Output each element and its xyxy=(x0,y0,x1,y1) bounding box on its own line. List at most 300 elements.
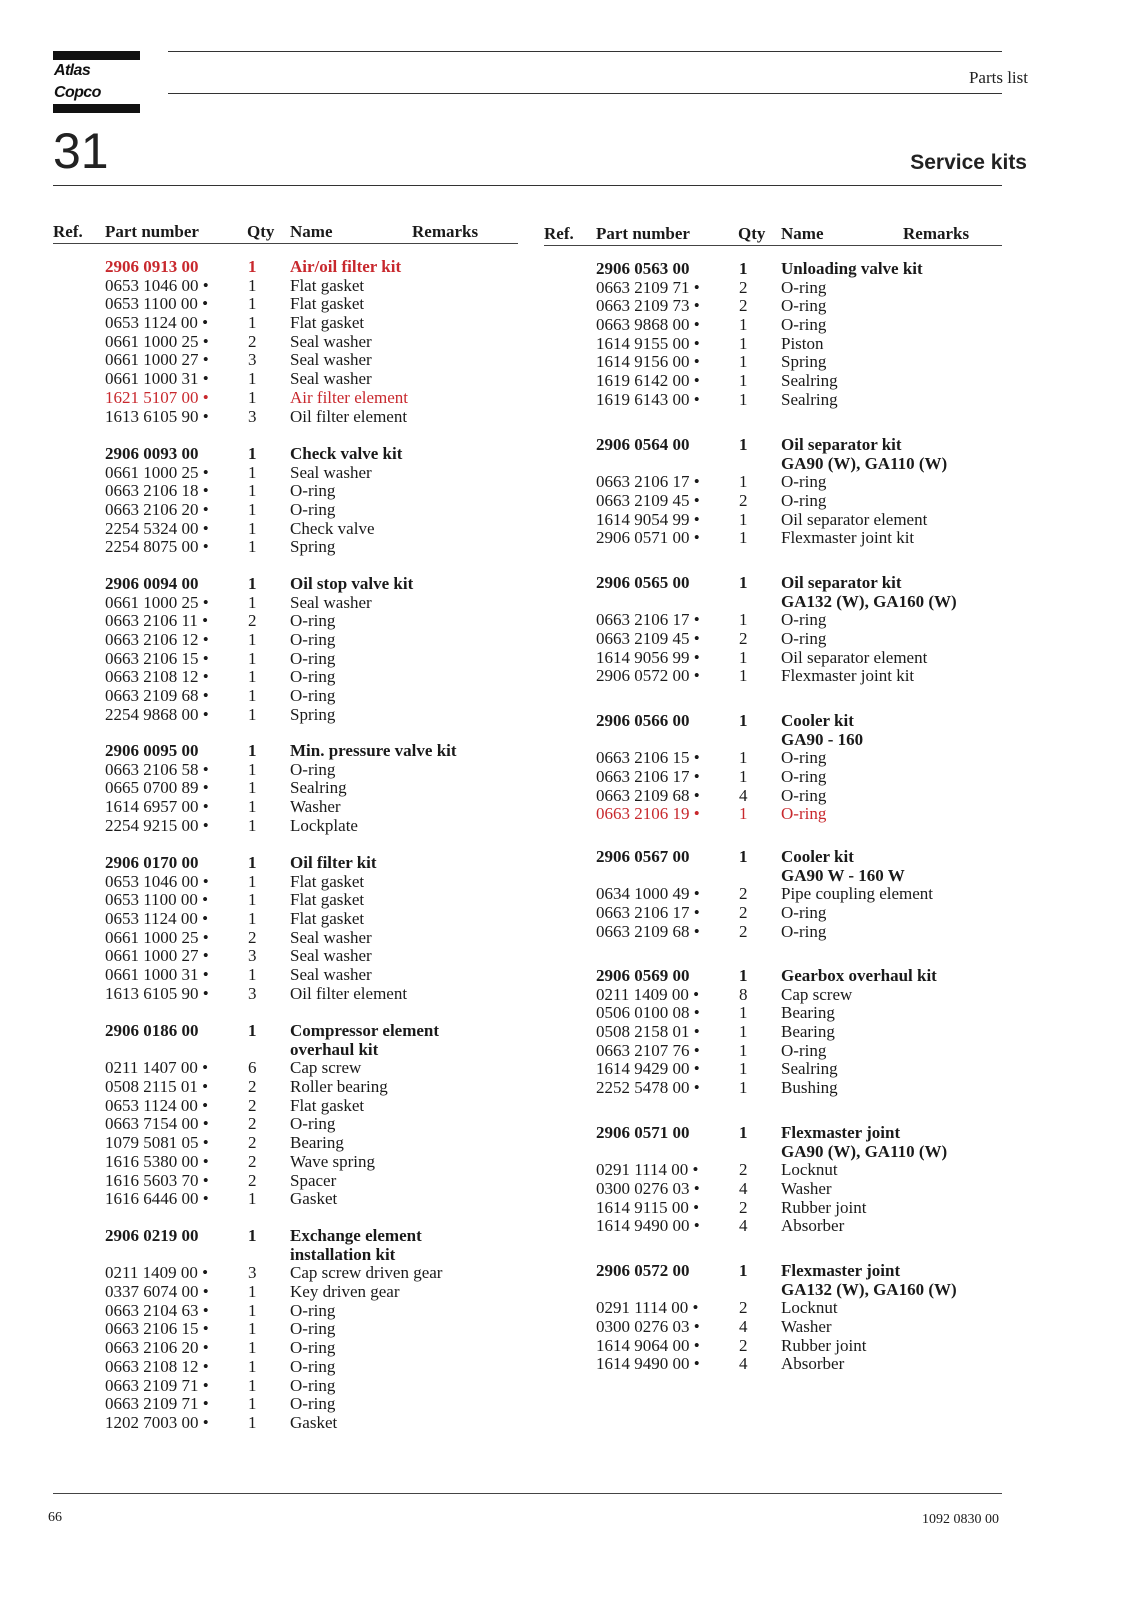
item-name: O-ring xyxy=(781,296,827,316)
header-rule-bottom xyxy=(168,93,1002,94)
service-kit xyxy=(53,854,518,1004)
item-part-number: 0663 2109 45 • xyxy=(596,491,700,511)
kit-part-number: 2906 0219 00 xyxy=(105,1226,199,1245)
table-row xyxy=(544,391,1002,410)
table-row xyxy=(544,297,1002,316)
atlas-copco-logo xyxy=(53,51,140,113)
kit-part-number: 2906 0913 00 xyxy=(105,257,199,276)
kit-header-row xyxy=(544,1262,1002,1281)
item-part-number: 0661 1000 25 • xyxy=(105,592,209,612)
item-part-number: 0663 2106 15 • xyxy=(105,648,209,668)
document-number: 1092 0830 00 xyxy=(922,1512,999,1527)
item-quantity: 4 xyxy=(739,785,748,805)
table-row xyxy=(53,389,518,408)
item-part-number: 0661 1000 27 • xyxy=(105,946,209,966)
kit-part-number: 2906 0094 00 xyxy=(105,574,199,593)
table-row xyxy=(544,1161,1002,1180)
item-name: O-ring xyxy=(290,1114,336,1134)
item-quantity: 2 xyxy=(739,491,748,511)
item-quantity: 1 xyxy=(739,472,748,492)
item-name: Lockplate xyxy=(290,815,358,835)
kit-header-row xyxy=(53,742,518,761)
item-quantity: 3 xyxy=(248,1263,257,1283)
kit-header-row xyxy=(53,258,518,277)
kit-name: Oil filter kit xyxy=(290,853,377,872)
kit-part-number: 2906 0565 00 xyxy=(596,573,690,592)
item-quantity: 6 xyxy=(248,1058,257,1078)
item-quantity: 1 xyxy=(739,666,748,686)
table-row xyxy=(53,1302,518,1321)
col-head-ref: Ref. xyxy=(53,222,83,241)
item-part-number: 0663 2106 17 • xyxy=(596,472,700,492)
item-name: Washer xyxy=(290,797,341,817)
item-name: Gasket xyxy=(290,1412,338,1432)
item-name: O-ring xyxy=(290,1338,336,1358)
kit-name: GA90 (W), GA110 (W) xyxy=(781,1141,948,1161)
kit-header-row xyxy=(544,1124,1002,1143)
item-quantity: 1 xyxy=(739,647,748,667)
item-part-number: 0663 2104 63 • xyxy=(105,1300,209,1320)
item-part-number: 0663 2109 68 • xyxy=(596,785,700,805)
service-kit xyxy=(53,445,518,557)
table-row xyxy=(53,985,518,1004)
item-quantity: 1 xyxy=(739,804,748,824)
item-quantity: 1 xyxy=(739,767,748,787)
item-part-number: 2254 9868 00 • xyxy=(105,704,209,724)
item-part-number: 0653 1100 00 • xyxy=(105,294,209,314)
item-name: Spring xyxy=(290,537,336,557)
item-quantity: 2 xyxy=(248,927,257,947)
kit-quantity: 1 xyxy=(248,1021,257,1040)
item-part-number: 0663 7154 00 • xyxy=(105,1114,209,1134)
item-part-number: 0653 1046 00 • xyxy=(105,275,209,295)
table-row xyxy=(53,612,518,631)
kit-part-number: 2906 0170 00 xyxy=(105,853,199,872)
table-row xyxy=(53,650,518,669)
item-part-number: 0653 1100 00 • xyxy=(105,890,209,910)
item-name: Gasket xyxy=(290,1189,338,1209)
kit-header-row xyxy=(544,1281,1002,1300)
item-quantity: 4 xyxy=(739,1216,748,1236)
item-quantity: 2 xyxy=(739,1298,748,1318)
item-name: O-ring xyxy=(781,785,827,805)
item-part-number: 0663 2109 45 • xyxy=(596,629,700,649)
table-row xyxy=(544,1355,1002,1374)
item-name: Sealring xyxy=(781,389,838,409)
table-row xyxy=(544,986,1002,1005)
header-rule-top xyxy=(168,51,1002,52)
kit-name: GA90 W - 160 W xyxy=(781,865,905,885)
item-part-number: 0661 1000 25 • xyxy=(105,927,209,947)
table-row xyxy=(53,947,518,966)
section-title: Service kits xyxy=(910,151,1027,174)
item-part-number: 0665 0700 89 • xyxy=(105,778,209,798)
item-part-number: 0661 1000 31 • xyxy=(105,965,209,985)
item-name: Flat gasket xyxy=(290,890,365,910)
col-head-part: Part number xyxy=(105,222,199,241)
kit-quantity: 1 xyxy=(248,444,257,463)
item-name: O-ring xyxy=(781,748,827,768)
kit-name: GA132 (W), GA160 (W) xyxy=(781,591,957,611)
table-row xyxy=(53,538,518,557)
item-quantity: 2 xyxy=(248,1077,257,1097)
item-quantity: 1 xyxy=(248,1375,257,1395)
item-name: Oil filter element xyxy=(290,406,408,426)
table-row xyxy=(544,805,1002,824)
table-row xyxy=(544,353,1002,372)
item-quantity: 1 xyxy=(248,537,257,557)
table-row xyxy=(544,1318,1002,1337)
item-quantity: 1 xyxy=(248,481,257,501)
item-name: Bushing xyxy=(781,1078,838,1098)
logo-bar-bottom xyxy=(53,104,140,113)
item-part-number: 0663 2106 15 • xyxy=(105,1319,209,1339)
kit-quantity: 1 xyxy=(248,853,257,872)
item-part-number: 0663 2106 20 • xyxy=(105,500,209,520)
table-row xyxy=(53,1395,518,1414)
col-head-ref: Ref. xyxy=(544,224,574,243)
item-quantity: 2 xyxy=(739,277,748,297)
kit-name: Min. pressure valve kit xyxy=(290,741,457,760)
item-quantity: 1 xyxy=(248,965,257,985)
table-row xyxy=(53,464,518,483)
item-part-number: 2906 0571 00 • xyxy=(596,528,700,548)
item-quantity: 2 xyxy=(248,1095,257,1115)
item-name: Seal washer xyxy=(290,946,372,966)
item-part-number: 0211 1409 00 • xyxy=(105,1263,209,1283)
item-name: Flat gasket xyxy=(290,294,365,314)
item-name: Key driven gear xyxy=(290,1282,400,1302)
table-row xyxy=(544,1023,1002,1042)
item-name: Roller bearing xyxy=(290,1077,388,1097)
item-name: O-ring xyxy=(290,611,336,631)
item-part-number: 2906 0572 00 • xyxy=(596,666,700,686)
kit-header-row xyxy=(544,1143,1002,1162)
item-name: O-ring xyxy=(290,686,336,706)
kit-name: Flexmaster joint xyxy=(781,1123,901,1142)
item-quantity: 1 xyxy=(248,1412,257,1432)
item-quantity: 3 xyxy=(248,350,257,370)
item-name: Rubber joint xyxy=(781,1197,867,1217)
kit-name: Oil stop valve kit xyxy=(290,574,414,593)
kit-quantity: 1 xyxy=(739,259,748,278)
table-row xyxy=(544,749,1002,768)
item-part-number: 0337 6074 00 • xyxy=(105,1282,209,1302)
item-quantity: 1 xyxy=(739,528,748,548)
kit-header-row xyxy=(544,731,1002,750)
item-part-number: 0663 2107 76 • xyxy=(596,1040,700,1060)
table-row xyxy=(53,798,518,817)
service-kit xyxy=(544,1262,1002,1374)
item-quantity: 1 xyxy=(248,369,257,389)
kit-header-row xyxy=(544,574,1002,593)
kit-name: Check valve kit xyxy=(290,444,403,463)
item-quantity: 4 xyxy=(739,1317,748,1337)
kit-name: GA90 - 160 xyxy=(781,729,864,749)
table-row xyxy=(53,1190,518,1209)
item-quantity: 1 xyxy=(739,1040,748,1060)
item-name: Seal washer xyxy=(290,927,372,947)
item-part-number: 0506 0100 08 • xyxy=(596,1003,700,1023)
item-part-number: 0663 2109 68 • xyxy=(105,686,209,706)
item-part-number: 2252 5478 00 • xyxy=(596,1078,700,1098)
item-name: O-ring xyxy=(290,759,336,779)
item-name: O-ring xyxy=(290,481,336,501)
item-name: O-ring xyxy=(781,767,827,787)
item-name: Flat gasket xyxy=(290,909,365,929)
table-row xyxy=(53,408,518,427)
item-name: Locknut xyxy=(781,1298,838,1318)
item-quantity: 1 xyxy=(248,592,257,612)
table-row xyxy=(544,1180,1002,1199)
kit-part-number: 2906 0095 00 xyxy=(105,741,199,760)
item-quantity: 1 xyxy=(248,1319,257,1339)
item-quantity: 1 xyxy=(248,1300,257,1320)
item-quantity: 1 xyxy=(248,648,257,668)
table-row xyxy=(544,473,1002,492)
item-quantity: 1 xyxy=(739,748,748,768)
kit-part-number: 2906 0572 00 xyxy=(596,1261,690,1280)
chapter-number: 31 xyxy=(53,123,109,179)
table-row xyxy=(544,1079,1002,1098)
item-quantity: 1 xyxy=(739,1059,748,1079)
item-name: O-ring xyxy=(781,1040,827,1060)
item-name: Oil filter element xyxy=(290,983,408,1003)
kit-name: installation kit xyxy=(290,1244,396,1264)
item-part-number: 1614 9056 99 • xyxy=(596,647,700,667)
table-row xyxy=(53,520,518,539)
item-name: Piston xyxy=(781,333,824,353)
kit-name: Cooler kit xyxy=(781,847,854,866)
item-name: O-ring xyxy=(290,1319,336,1339)
kit-quantity: 1 xyxy=(739,435,748,454)
item-quantity: 1 xyxy=(248,387,257,407)
kit-quantity: 1 xyxy=(739,847,748,866)
table-row xyxy=(544,649,1002,668)
item-quantity: 2 xyxy=(739,884,748,904)
item-quantity: 1 xyxy=(248,630,257,650)
col-head-part: Part number xyxy=(596,224,690,243)
item-name: Cap screw driven gear xyxy=(290,1263,443,1283)
kit-header-row xyxy=(544,260,1002,279)
item-quantity: 1 xyxy=(248,1394,257,1414)
table-row xyxy=(544,885,1002,904)
item-part-number: 1614 9115 00 • xyxy=(596,1197,700,1217)
table-row xyxy=(53,1115,518,1134)
table-row xyxy=(53,687,518,706)
item-part-number: 0508 2115 01 • xyxy=(105,1077,209,1097)
table-row xyxy=(544,1199,1002,1218)
item-quantity: 1 xyxy=(248,275,257,295)
table-row xyxy=(53,761,518,780)
item-quantity: 1 xyxy=(248,1189,257,1209)
kit-name: Cooler kit xyxy=(781,711,854,730)
table-row xyxy=(53,817,518,836)
item-part-number: 0663 2109 71 • xyxy=(105,1375,209,1395)
item-part-number: 0663 2109 73 • xyxy=(596,296,700,316)
kit-quantity: 1 xyxy=(739,711,748,730)
item-name: Flat gasket xyxy=(290,275,365,295)
item-quantity: 8 xyxy=(739,984,748,1004)
table-row xyxy=(53,1097,518,1116)
table-row xyxy=(53,1134,518,1153)
table-row xyxy=(53,1059,518,1078)
item-quantity: 1 xyxy=(248,871,257,891)
column-header xyxy=(544,224,1002,246)
table-row xyxy=(53,1377,518,1396)
item-part-number: 1614 9155 00 • xyxy=(596,333,700,353)
kit-quantity: 1 xyxy=(739,1261,748,1280)
item-name: Absorber xyxy=(781,1216,845,1236)
table-row xyxy=(544,511,1002,530)
item-part-number: 1614 9429 00 • xyxy=(596,1059,700,1079)
item-part-number: 0291 1114 00 • xyxy=(596,1160,699,1180)
item-name: O-ring xyxy=(290,648,336,668)
item-part-number: 0663 2106 17 • xyxy=(596,767,700,787)
item-part-number: 1616 6446 00 • xyxy=(105,1189,209,1209)
item-name: Absorber xyxy=(781,1354,845,1374)
item-part-number: 2254 5324 00 • xyxy=(105,518,209,538)
item-quantity: 1 xyxy=(739,315,748,335)
item-quantity: 1 xyxy=(248,890,257,910)
service-kit xyxy=(544,574,1002,686)
item-quantity: 2 xyxy=(739,903,748,923)
kit-name: Compressor element xyxy=(290,1021,440,1040)
item-name: Seal washer xyxy=(290,350,372,370)
kit-quantity: 1 xyxy=(248,741,257,760)
kit-header-row xyxy=(53,1227,518,1246)
item-part-number: 1614 9156 00 • xyxy=(596,352,700,372)
table-row xyxy=(544,492,1002,511)
table-row xyxy=(53,1339,518,1358)
item-part-number: 1202 7003 00 • xyxy=(105,1412,209,1432)
logo-text: Atlas Copco xyxy=(54,62,101,101)
table-row xyxy=(53,314,518,333)
item-quantity: 2 xyxy=(248,1133,257,1153)
item-quantity: 3 xyxy=(248,946,257,966)
item-part-number: 1621 5107 00 • xyxy=(105,387,209,407)
item-name: O-ring xyxy=(781,921,827,941)
kit-header-row xyxy=(53,575,518,594)
item-name: Rubber joint xyxy=(781,1335,867,1355)
col-head-remarks: Remarks xyxy=(903,224,970,243)
kit-part-number: 2906 0567 00 xyxy=(596,847,690,866)
kit-quantity: 1 xyxy=(248,1226,257,1245)
table-row xyxy=(53,594,518,613)
table-row xyxy=(53,1078,518,1097)
table-row xyxy=(544,667,1002,686)
kit-name: Air/oil filter kit xyxy=(290,257,402,276)
item-part-number: 0661 1000 31 • xyxy=(105,369,209,389)
kit-part-number: 2906 0563 00 xyxy=(596,259,690,278)
item-part-number: 0300 0276 03 • xyxy=(596,1179,700,1199)
table-row xyxy=(544,1217,1002,1236)
item-name: Washer xyxy=(781,1179,832,1199)
item-part-number: 0653 1046 00 • xyxy=(105,871,209,891)
item-part-number: 1614 9490 00 • xyxy=(596,1216,700,1236)
item-part-number: 2254 8075 00 • xyxy=(105,537,209,557)
item-quantity: 1 xyxy=(248,778,257,798)
kit-name: overhaul kit xyxy=(290,1039,379,1059)
item-part-number: 0663 2109 71 • xyxy=(105,1394,209,1414)
kit-header-row xyxy=(544,848,1002,867)
table-row xyxy=(53,668,518,687)
col-head-qty: Qty xyxy=(247,222,275,241)
item-name: Spacer xyxy=(290,1170,337,1190)
item-name: Wave spring xyxy=(290,1151,376,1171)
service-kit xyxy=(53,1022,518,1209)
item-part-number: 0291 1114 00 • xyxy=(596,1298,699,1318)
item-name: Bearing xyxy=(781,1022,835,1042)
item-name: Sealring xyxy=(781,371,838,391)
item-part-number: 0663 2106 15 • xyxy=(596,748,700,768)
table-row xyxy=(544,1337,1002,1356)
item-quantity: 2 xyxy=(248,1151,257,1171)
table-row xyxy=(53,1172,518,1191)
item-quantity: 1 xyxy=(739,1022,748,1042)
item-name: Cap screw xyxy=(781,984,853,1004)
item-quantity: 1 xyxy=(739,1003,748,1023)
item-name: Spring xyxy=(290,704,336,724)
item-name: O-ring xyxy=(290,667,336,687)
item-quantity: 1 xyxy=(248,1282,257,1302)
column-header-rule xyxy=(544,245,1002,246)
page-number: 66 xyxy=(48,1510,62,1525)
table-row xyxy=(53,910,518,929)
kit-quantity: 1 xyxy=(739,1123,748,1142)
item-part-number: 0661 1000 27 • xyxy=(105,350,209,370)
item-part-number: 1614 9490 00 • xyxy=(596,1354,700,1374)
table-row xyxy=(544,1060,1002,1079)
item-part-number: 1614 9054 99 • xyxy=(596,509,700,529)
table-row xyxy=(53,966,518,985)
item-quantity: 1 xyxy=(739,371,748,391)
parts-column-right xyxy=(544,224,1002,1374)
item-name: Pipe coupling element xyxy=(781,884,934,904)
table-row xyxy=(53,1283,518,1302)
item-part-number: 0661 1000 25 • xyxy=(105,331,209,351)
table-row xyxy=(544,316,1002,335)
item-part-number: 0211 1407 00 • xyxy=(105,1058,209,1078)
item-name: Seal washer xyxy=(290,331,372,351)
table-row xyxy=(53,706,518,725)
title-rule xyxy=(53,185,1002,186)
item-name: Seal washer xyxy=(290,462,372,482)
column-header-rule xyxy=(53,243,518,244)
item-quantity: 1 xyxy=(739,352,748,372)
kit-name: Oil separator kit xyxy=(781,435,902,454)
item-part-number: 0663 2109 71 • xyxy=(596,277,700,297)
item-name: Bearing xyxy=(290,1133,344,1153)
kit-name: Gearbox overhaul kit xyxy=(781,966,937,985)
item-part-number: 1613 6105 90 • xyxy=(105,983,209,1003)
item-name: O-ring xyxy=(781,610,827,630)
item-name: O-ring xyxy=(781,903,827,923)
item-name: Oil separator element xyxy=(781,509,928,529)
table-row xyxy=(53,929,518,948)
item-part-number: 0663 2108 12 • xyxy=(105,667,209,687)
table-row xyxy=(544,923,1002,942)
table-row xyxy=(544,279,1002,298)
item-name: Seal washer xyxy=(290,592,372,612)
item-quantity: 1 xyxy=(248,500,257,520)
item-quantity: 2 xyxy=(248,1114,257,1134)
item-name: O-ring xyxy=(781,315,827,335)
item-part-number: 0663 2106 12 • xyxy=(105,630,209,650)
table-row xyxy=(53,631,518,650)
item-name: O-ring xyxy=(781,804,827,824)
table-row xyxy=(53,370,518,389)
